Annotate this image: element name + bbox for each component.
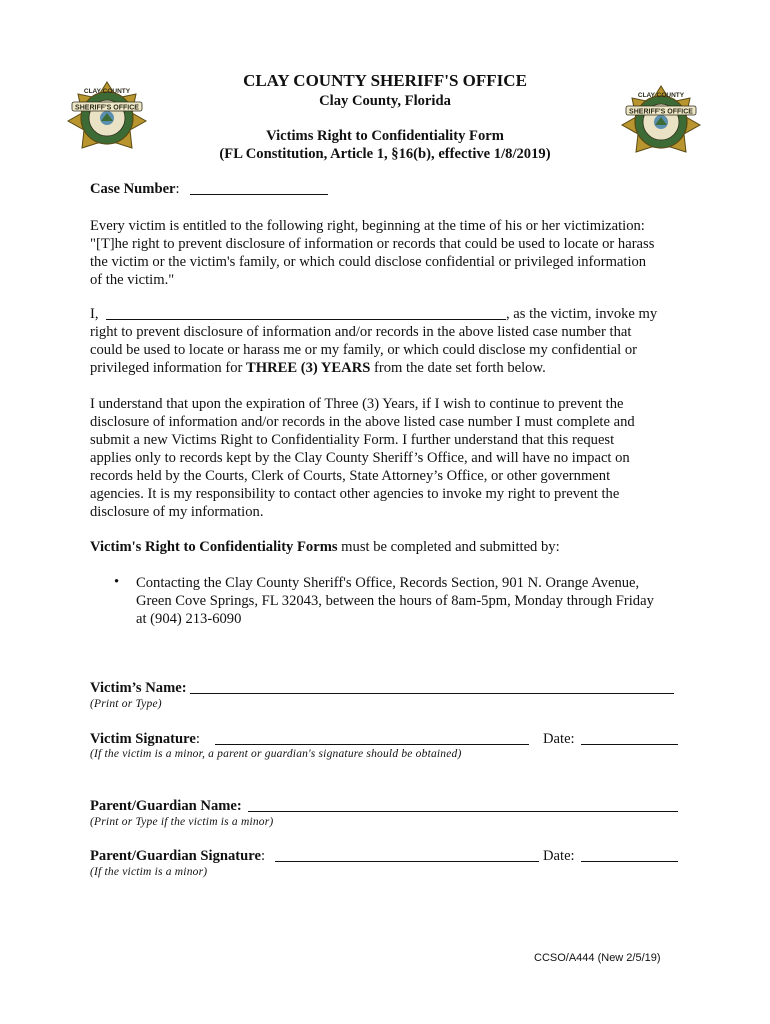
intro-line: of the victim." bbox=[90, 272, 175, 288]
office-title: CLAY COUNTY SHERIFF'S OFFICE bbox=[243, 71, 527, 90]
bullet-line: Green Cove Springs, FL 32043, between the hours of 8am-5pm, Monday through Friday bbox=[136, 593, 654, 609]
guardian-signature-label: Parent/Guardian Signature bbox=[90, 848, 261, 864]
invoke-line: right to prevent disclosure of information and/or records in the above listed case number that bbox=[90, 324, 632, 340]
date-field-2[interactable] bbox=[581, 861, 678, 862]
guardian-signature-note: (If the victim is a minor) bbox=[90, 866, 208, 878]
guardian-name-label: Parent/Guardian Name: bbox=[90, 798, 242, 814]
case-number-label: Case Number bbox=[90, 181, 176, 197]
understand-line: disclosure of my information. bbox=[90, 504, 264, 520]
victim-signature-note: (If the victim is a minor, a parent or guardian's signature should be obtained) bbox=[90, 748, 462, 760]
case-number-row bbox=[90, 181, 180, 198]
understand-line: applies only to records kept by the Clay County Sheriff’s Office, and will have no impact on bbox=[90, 450, 630, 466]
guardian-name-field[interactable] bbox=[248, 811, 678, 812]
bullet-item bbox=[136, 574, 696, 628]
victim-signature-row bbox=[90, 731, 200, 748]
understand-line: records held by the Courts, Clerk of Courts, State Attorney’s Office, or other government bbox=[90, 468, 611, 484]
seal-right-band: SHERIFF'S OFFICE bbox=[629, 108, 693, 116]
three-years-emphasis: THREE (3) YEARS bbox=[246, 360, 371, 376]
invoke-line bbox=[90, 359, 690, 377]
date-label: Date: bbox=[543, 731, 575, 747]
victim-name-field[interactable] bbox=[190, 693, 674, 694]
understand-line: I understand that upon the expiration of Three (3) Years, if I wish to continue to prevent the bbox=[90, 396, 624, 412]
intro-line: the victim or the victim's family, or which could disclose confidential or privileged information bbox=[90, 254, 647, 270]
submit-bold: Victim's Right to Confidentiality Forms bbox=[90, 539, 338, 555]
invoke-paragraph bbox=[90, 305, 690, 377]
bullet-line: at (904) 213-6090 bbox=[136, 611, 242, 627]
invoke-line4-post: from the date set forth below. bbox=[370, 360, 546, 376]
guardian-name-note: (Print or Type if the victim is a minor) bbox=[90, 816, 274, 828]
understand-line: disclosure of information and/or records in the above listed case number I must complete and bbox=[90, 414, 635, 430]
victim-signature-label: Victim Signature bbox=[90, 731, 196, 747]
date-field[interactable] bbox=[581, 744, 678, 745]
case-number-colon: : bbox=[175, 181, 180, 197]
victim-signature-field[interactable] bbox=[215, 744, 529, 745]
intro-paragraph bbox=[90, 217, 690, 289]
guardian-signature-colon: : bbox=[260, 848, 266, 864]
county-subtitle: Clay County, Florida bbox=[319, 93, 451, 109]
form-title: Victims Right to Confidentiality Form bbox=[266, 128, 504, 144]
understand-line: submit a new Victims Right to Confidentiality Form. I further understand that this request bbox=[90, 432, 615, 448]
date-label-2: Date: bbox=[543, 848, 575, 864]
bullet-line: Contacting the Clay County Sheriff's Office, Records Section, 901 N. Orange Avenue, bbox=[136, 575, 640, 591]
case-number-field[interactable] bbox=[190, 194, 328, 195]
form-code: CCSO/A444 (New 2/5/19) bbox=[534, 952, 661, 964]
invoke-line4-pre: privileged information for bbox=[90, 360, 247, 376]
bullet-icon: • bbox=[114, 574, 120, 590]
invoke-after-blank: , as the victim, invoke my bbox=[506, 306, 658, 322]
victim-signature-colon: : bbox=[195, 731, 200, 747]
seal-left-band: SHERIFF'S OFFICE bbox=[75, 104, 139, 112]
seal-right-top: CLAY COUNTY bbox=[637, 92, 685, 99]
invoke-line: could be used to locate or harass me or my family, or which could disclose my confidential or bbox=[90, 342, 637, 358]
victim-name-note: (Print or Type) bbox=[90, 698, 162, 710]
submit-rest: must be completed and submitted by: bbox=[337, 539, 560, 555]
understand-line: agencies. It is my responsibility to contact other agencies to invoke my right to prevent the bbox=[90, 486, 620, 502]
victim-name-label: Victim’s Name: bbox=[90, 680, 187, 696]
constitution-reference: (FL Constitution, Article 1, §16(b), effective 1/8/2019) bbox=[219, 146, 551, 162]
victim-name-invoke-field[interactable] bbox=[106, 319, 506, 320]
invoke-i: I, bbox=[90, 306, 99, 322]
understand-paragraph bbox=[90, 395, 690, 521]
seal-left-top: CLAY COUNTY bbox=[83, 88, 131, 95]
submit-paragraph bbox=[90, 538, 690, 556]
guardian-signature-row bbox=[90, 848, 265, 865]
guardian-signature-field[interactable] bbox=[275, 861, 539, 862]
intro-line: Every victim is entitled to the following right, beginning at the time of his or her victimization: bbox=[90, 218, 645, 234]
intro-line: "[T]he right to prevent disclosure of information or records that could be used to locate or harass bbox=[90, 236, 655, 252]
